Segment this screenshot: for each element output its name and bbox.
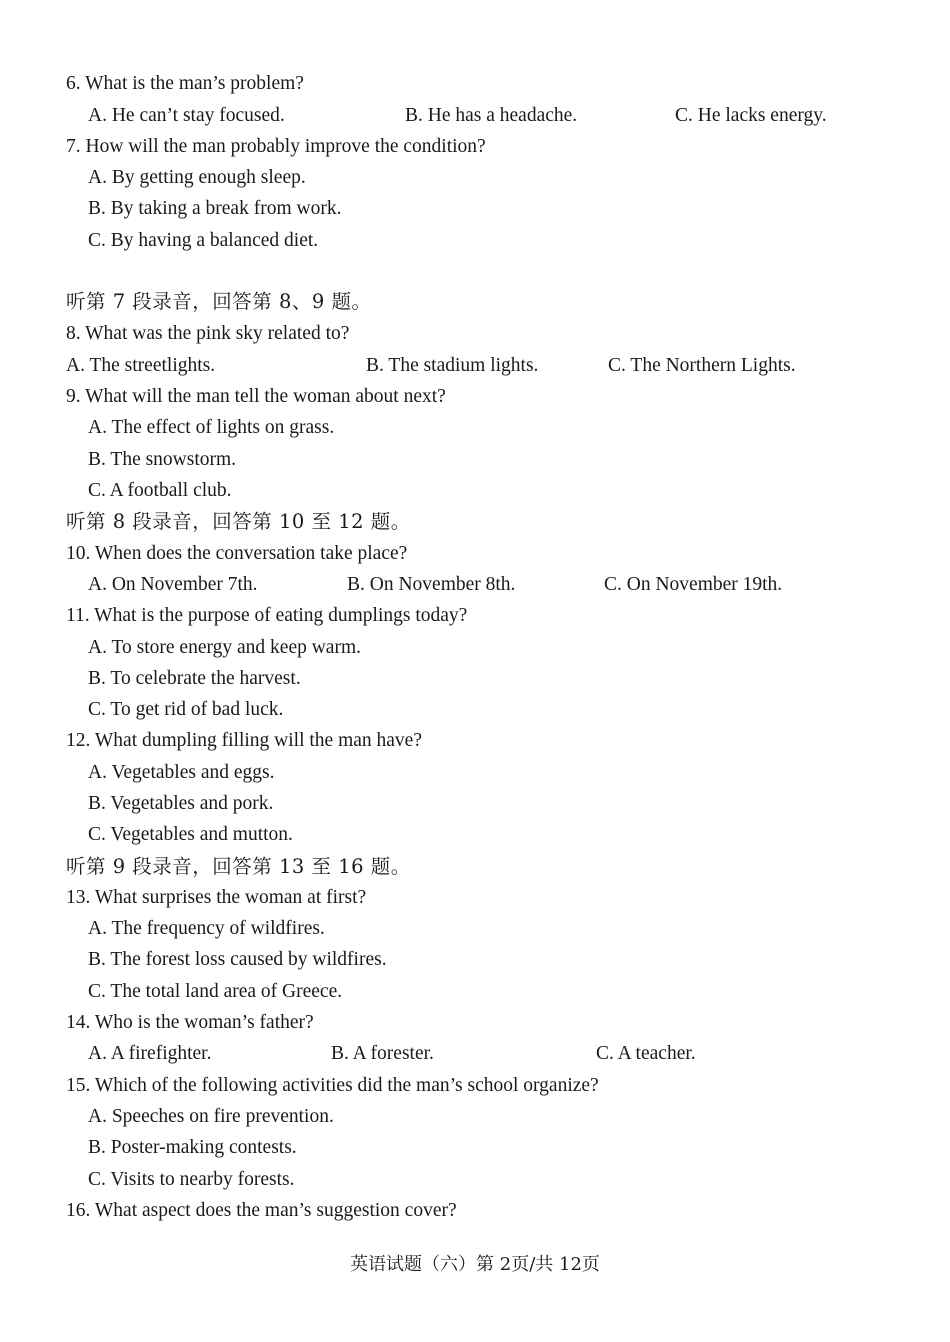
- q11-option-a: A. To store energy and keep warm.: [88, 637, 361, 658]
- q13-option-a: A. The frequency of wildfires.: [88, 918, 325, 939]
- question-9: 9. What will the man tell the woman about next?: [66, 386, 446, 407]
- q10-option-a: A. On November 7th.: [88, 574, 258, 595]
- question-7: 7. How will the man probably improve the condition?: [66, 136, 486, 157]
- q7-option-b: B. By taking a break from work.: [88, 198, 342, 219]
- q9-option-a: A. The effect of lights on grass.: [88, 417, 335, 438]
- question-13: 13. What surprises the woman at first?: [66, 887, 367, 908]
- question-15: 15. Which of the following activities did the man’s school organize?: [66, 1075, 599, 1096]
- section-7-heading: 听第 7 段录音，回答第 8、9 题。: [66, 290, 372, 313]
- q15-option-b: B. Poster-making contests.: [88, 1137, 297, 1158]
- section-9-heading: 听第 9 段录音，回答第 13 至 16 题。: [66, 855, 411, 878]
- q10-option-b: B. On November 8th.: [347, 574, 516, 595]
- q12-option-a: A. Vegetables and eggs.: [88, 762, 275, 783]
- q13-option-c: C. The total land area of Greece.: [88, 981, 343, 1002]
- q9-option-c: C. A football club.: [88, 480, 232, 501]
- question-6: 6. What is the man’s problem?: [66, 73, 304, 94]
- q12-option-b: B. Vegetables and pork.: [88, 793, 274, 814]
- q7-option-a: A. By getting enough sleep.: [88, 167, 306, 188]
- q15-option-a: A. Speeches on fire prevention.: [88, 1106, 334, 1127]
- q8-option-b: B. The stadium lights.: [366, 355, 539, 376]
- q11-option-c: C. To get rid of bad luck.: [88, 699, 284, 720]
- q6-option-b: B. He has a headache.: [405, 105, 578, 126]
- q12-option-c: C. Vegetables and mutton.: [88, 824, 293, 845]
- question-14: 14. Who is the woman’s father?: [66, 1012, 314, 1033]
- q13-option-b: B. The forest loss caused by wildfires.: [88, 949, 387, 970]
- q14-option-c: C. A teacher.: [596, 1043, 696, 1064]
- q15-option-c: C. Visits to nearby forests.: [88, 1169, 295, 1190]
- q11-option-b: B. To celebrate the harvest.: [88, 668, 301, 689]
- q6-option-c: C. He lacks energy.: [675, 105, 827, 126]
- section-8-heading: 听第 8 段录音，回答第 10 至 12 题。: [66, 510, 411, 533]
- question-8: 8. What was the pink sky related to?: [66, 323, 350, 344]
- question-12: 12. What dumpling filling will the man have?: [66, 730, 422, 751]
- q10-option-c: C. On November 19th.: [604, 574, 783, 595]
- q14-option-b: B. A forester.: [331, 1043, 434, 1064]
- q6-option-a: A. He can’t stay focused.: [88, 105, 285, 126]
- page-footer: 英语试题（六）第 2页/共 12页: [350, 1254, 600, 1275]
- question-11: 11. What is the purpose of eating dumplings today?: [66, 605, 468, 626]
- question-10: 10. When does the conversation take place?: [66, 543, 408, 564]
- q7-option-c: C. By having a balanced diet.: [88, 230, 319, 251]
- q8-option-c: C. The Northern Lights.: [608, 355, 796, 376]
- q8-option-a: A. The streetlights.: [66, 355, 216, 376]
- question-16: 16. What aspect does the man’s suggestion cover?: [66, 1200, 457, 1221]
- q9-option-b: B. The snowstorm.: [88, 449, 237, 470]
- q14-option-a: A. A firefighter.: [88, 1043, 212, 1064]
